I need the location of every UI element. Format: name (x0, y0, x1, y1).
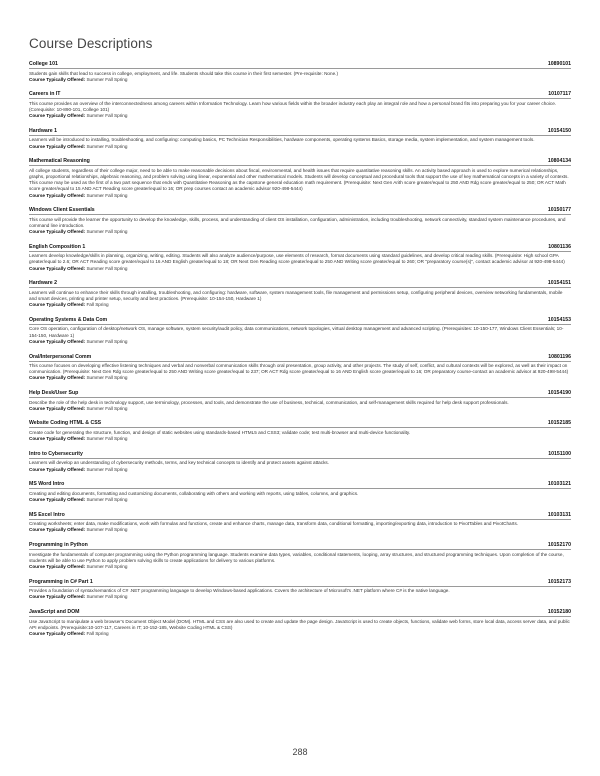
course-offered (29, 266, 571, 272)
course-description: Create code for generating the structure, function, and design of static websites using standards-based HTML5 and CSS3; validate code; test multi-browser and multi-device functionality. (29, 429, 411, 435)
offered-terms: Summer Fall Spring (86, 338, 128, 344)
course-code: 10151100 (548, 450, 571, 457)
course-entry (29, 512, 571, 534)
course-code: 10152180 (547, 609, 571, 616)
course-header (29, 609, 571, 617)
offered-label: Course Typically Offered: (29, 436, 86, 442)
course-header (29, 280, 571, 288)
course-description: This course will provide the learner the opportunity to develop the knowledge, skills, process, and understanding of client OS installation, configuration, administration, including troubleshooting, network connectivity, standard system maintenance procedures, and command line introduction. (29, 216, 566, 228)
course-name: English Composition 1 (29, 243, 86, 250)
course-header (29, 244, 571, 252)
course-entry (29, 61, 571, 83)
course-name: Hardware 2 (29, 280, 57, 287)
course-entry (29, 91, 571, 119)
course-description: Learners develop knowledge/skills in planning, organizing, writing, editing. Students will also analyze audience/purpose, use elements of research, format documents using standard guidelines, and develop critical reading skills. (Prerequisite: High school GPA greater/equal to 2.6; OR ACT Reading score greater/equal to 16 AND English greater/equal to 18; OR Next Gen Reading score greater/equal to 250 AND Writing score greater/equal to 260; OR "preparatory course(s)", contact academic advisor at 920-498-5444) (29, 253, 565, 265)
offered-label: Course Typically Offered: (29, 630, 86, 636)
course-description: This course provides an overview of the interconnectedness among careers within Information Technology. Learn how various fields within the broader industry each play an integral role and how a personal brand fits into preparing you for your career choice. (Corequisite: 10-890-101, College 101) (29, 100, 557, 113)
course-description: Students gain skills that lead to success in college, employment, and life. Students should take this course in their first semester. (Pre-requisite: None.) (29, 70, 339, 76)
course-entry (29, 609, 571, 637)
offered-terms: Summer Fall Spring (86, 405, 128, 411)
course-offered (29, 229, 571, 235)
course-code: 10154150 (547, 127, 571, 134)
offered-label: Course Typically Offered: (29, 192, 86, 198)
course-code: 10890101 (547, 61, 571, 67)
course-entry (29, 317, 571, 345)
course-header (29, 61, 571, 69)
offered-terms: Summer Fall Spring (86, 143, 128, 149)
course-name: Careers in IT (29, 91, 61, 98)
course-header (29, 390, 571, 398)
course-code: 10801136 (548, 243, 571, 250)
offered-label: Course Typically Offered: (29, 229, 86, 235)
course-code: 10107117 (548, 91, 571, 98)
course-list (29, 61, 571, 646)
course-code: 10154190 (547, 390, 571, 397)
offered-terms: Summer Fall Spring (86, 527, 128, 533)
course-entry (29, 579, 571, 601)
course-entry (29, 542, 571, 570)
course-entry (29, 481, 571, 503)
course-offered (29, 375, 571, 381)
offered-terms: Summer Fall Spring (86, 563, 128, 569)
course-name: College 101 (29, 61, 58, 67)
course-entry (29, 280, 571, 308)
offered-terms: Summer Fall Spring (86, 192, 128, 198)
course-code: 10150177 (547, 207, 571, 214)
course-entry (29, 207, 571, 235)
page-number: 288 (292, 747, 308, 757)
course-description: Use JavaScript to manipulate a web browser's Document Object Model (DOM). HTML and CSS are also used to create and update the page design. JavaScript is used to create objects, functions, validate web forms, store local data, access server data, and public API endpoints. (Prerequisite:10-107-117, Careers in IT; 10-152-185, Website Coding HTML & CSS) (29, 618, 570, 630)
course-header (29, 542, 571, 550)
course-offered (29, 594, 571, 600)
course-description: Learners will be introduced to installing, troubleshooting, and configuring: computing basics, PC Technician Responsibilities, hardware components, operating systems Basics, storage media, system implementation, and system management tools. (29, 137, 535, 143)
offered-label: Course Typically Offered: (29, 338, 86, 344)
course-name: Programming in C# Part 1 (29, 578, 93, 585)
offered-terms: Summer Fall Spring (86, 76, 128, 82)
offered-label: Course Typically Offered: (29, 375, 86, 381)
page-title: Course Descriptions (29, 36, 153, 51)
course-name: Website Coding HTML & CSS (29, 420, 102, 427)
course-description: Creating and editing documents, formatting and customizing documents, collaborating with others and working with reports, using tables, columns, and graphics. (29, 490, 359, 496)
offered-label: Course Typically Offered: (29, 594, 86, 600)
course-description: Creating worksheets; enter data, make modifications, work with formulas and functions, create and enhance charts, manage data, transform data, conditional formatting, importing/exporting data, introduction to PivotTables and PivotCharts. (29, 521, 519, 527)
course-offered (29, 406, 571, 412)
course-description: Provides a foundation of syntax/semantics of C# .NET programming language to develop Windows-based applications. Covers the architecture of Microsoft's .NET platform where C# is the native language. (29, 588, 450, 594)
offered-label: Course Typically Offered: (29, 302, 86, 308)
course-code: 10801196 (548, 353, 571, 360)
offered-terms: Summer Fall Spring (86, 265, 128, 271)
course-entry (29, 354, 571, 382)
course-header (29, 451, 571, 459)
course-code: 10154153 (547, 316, 571, 323)
course-header (29, 512, 571, 520)
course-header (29, 317, 571, 325)
course-offered (29, 144, 571, 150)
offered-terms: Summer Fall Spring (86, 466, 128, 472)
course-offered (29, 339, 571, 345)
course-offered (29, 497, 571, 503)
course-name: Operating Systems & Data Com (29, 316, 108, 323)
course-code: 10152170 (547, 542, 571, 549)
course-offered (29, 527, 571, 533)
course-description: Core OS operation, configuration of desktop/network OS, manage software, system security/audit policy, data communications, network topologies, virtual desktop management and advanced scripting. (Prerequisites: 10-150-177, Windows Client Essentials; 10-154-150, Hardware 1) (29, 326, 564, 338)
course-entry (29, 244, 571, 272)
course-code: 10804134 (547, 158, 571, 165)
course-code: 10103131 (547, 511, 571, 518)
course-header (29, 579, 571, 587)
course-code: 10152173 (547, 578, 571, 585)
course-offered (29, 77, 571, 83)
course-description: Learners will continue to enhance their skills through installing, troubleshooting, and configuring: hardware, software, system management tools, file management and permissions setup, configuring peripheral devices, overview networking fundamentals, mobile and smart devices, printing and printer setup, security and best practices. (Prerequisite: 10-154-150, Hardware 1) (29, 289, 563, 302)
offered-terms: Fall Spring (86, 630, 109, 636)
course-entry (29, 128, 571, 150)
offered-terms: Fall Spring (86, 302, 109, 308)
offered-terms: Summer Fall Spring (86, 594, 128, 600)
course-description: Learners will develop an understanding of cybersecurity methods, terms, and key technical concepts to identify and protect assets against attacks. (29, 460, 329, 466)
course-name: Intro to Cybersecurity (29, 450, 83, 457)
course-name: Mathematical Reasoning (29, 158, 90, 165)
course-offered (29, 436, 571, 442)
course-offered (29, 193, 571, 199)
course-name: Help Desk/User Sup (29, 390, 79, 397)
offered-label: Course Typically Offered: (29, 405, 86, 411)
course-description: All college students, regardless of their college major, need to be able to make reasonable decisions about fiscal, environmental, and health issues that require quantitative reasoning skills. An activity based approach is used to explore numerical relationships, graphs, proportional relationships, algebraic reasoning, and problem solving using linear, exponential and other mathematical models. Students will develop conceptual and procedural tools that support the use of key mathematical concepts in a variety of contexts. This course may be used as the first of a two part sequence that ends with Quantitative Reasoning as the capstone general education math requirement. (Prerequisite: Next Gen Arith score greater/equal to 250 AND Rdg score greater/equal to 250; OR ACT Math score greater/equal to 15 AND ACT Reading score greater/equal to 16; OR prep courses contact an academic advisor 920-498-5444) (29, 167, 569, 192)
course-entry (29, 390, 571, 412)
course-entry (29, 451, 571, 473)
course-code: 10103121 (547, 481, 571, 488)
course-header (29, 354, 571, 362)
offered-label: Course Typically Offered: (29, 143, 86, 149)
course-header (29, 420, 571, 428)
course-description: Describe the role of the help desk in technology support, use terminology, processes, and tools, and demonstrate the use of business, technical, communication, and self-management skills required for help desk support professionals. (29, 399, 509, 405)
course-name: MS Word Intro (29, 481, 65, 488)
course-header (29, 158, 571, 166)
offered-terms: Summer Fall Spring (86, 496, 128, 502)
offered-label: Course Typically Offered: (29, 265, 86, 271)
offered-terms: Summer Fall Spring (86, 229, 128, 235)
course-entry (29, 420, 571, 442)
offered-label: Course Typically Offered: (29, 466, 86, 472)
course-offered (29, 564, 571, 570)
course-name: Oral/Interpersonal Comm (29, 353, 92, 360)
course-name: JavaScript and DOM (29, 609, 80, 616)
offered-label: Course Typically Offered: (29, 527, 86, 533)
offered-label: Course Typically Offered: (29, 563, 86, 569)
course-header (29, 207, 571, 215)
course-offered (29, 467, 571, 473)
offered-label: Course Typically Offered: (29, 76, 86, 82)
course-header (29, 481, 571, 489)
course-name: MS Excel Intro (29, 511, 65, 518)
course-name: Programming in Python (29, 542, 88, 549)
course-header (29, 128, 571, 136)
offered-label: Course Typically Offered: (29, 113, 86, 119)
course-code: 10152185 (547, 420, 571, 427)
course-code: 10154151 (547, 280, 571, 287)
course-description: Investigate the fundamentals of computer programming using the Python programming language. Students examine data types, variables, conditional statements, looping, array structures, and structured programming techniques. Upon completion of the course, students will be able to use Python to apply problem solving skills to create applications for delivery to various platforms. (29, 551, 564, 563)
course-name: Windows Client Essentials (29, 207, 95, 214)
offered-label: Course Typically Offered: (29, 496, 86, 502)
course-entry (29, 158, 571, 198)
offered-terms: Summer Fall Spring (86, 436, 128, 442)
course-name: Hardware 1 (29, 127, 57, 134)
course-offered (29, 302, 571, 308)
offered-terms: Summer Fall Spring (86, 375, 128, 381)
course-header (29, 91, 571, 99)
course-offered (29, 113, 571, 119)
course-offered (29, 631, 571, 637)
course-description: This course focuses on developing effective listening techniques and verbal and nonverbal communication skills through oral presentation, group activity, and other projects. The study of self, conflict, and cultural contexts will be explored, as well as their impact on communication. (Prerequisite: Next Gen Rdg score greater/equal to 250 AND Writing score greater/equal to 237; OR ACT Rdg score greater/equal to 16 AND English score greater/equal to 16; OR preparatory course-contact an academic advisor at 920-498-5444) (29, 363, 569, 375)
offered-terms: Summer Fall Spring (86, 113, 128, 119)
